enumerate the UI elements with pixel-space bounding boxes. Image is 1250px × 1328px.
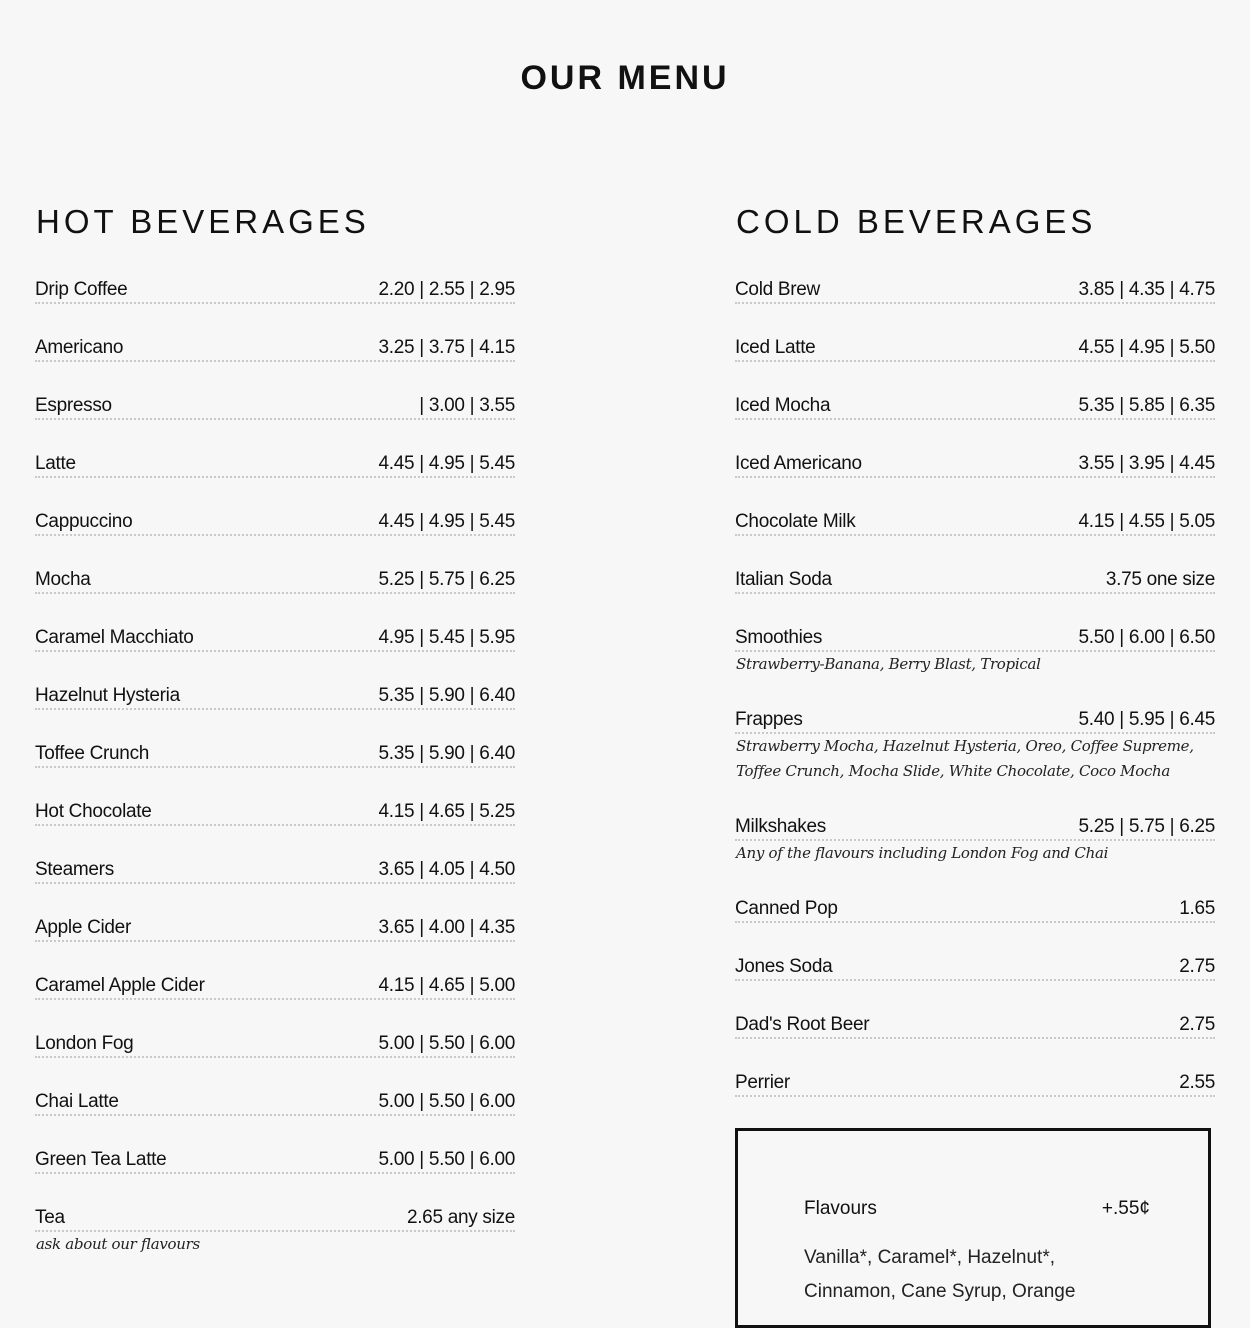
menu-item-price: 5.50 | 6.00 | 6.50 <box>1078 627 1215 648</box>
menu-item-price: 3.85 | 4.35 | 4.75 <box>1078 279 1215 300</box>
menu-item-name: Green Tea Latte <box>35 1149 167 1170</box>
menu-item <box>35 854 515 912</box>
menu-item <box>735 893 1215 951</box>
menu-item-name: Caramel Apple Cider <box>35 975 205 996</box>
flavours-list: Vanilla*, Caramel*, Hazelnut*, Cinnamon, Cane Syrup, Orange <box>804 1247 1076 1302</box>
menu-item <box>35 332 515 390</box>
menu-item-price: 5.35 | 5.85 | 6.35 <box>1078 395 1215 416</box>
menu-item-name: Jones Soda <box>735 956 833 977</box>
menu-item-name: Dad's Root Beer <box>735 1014 870 1035</box>
menu-item-name: Milkshakes <box>735 816 826 837</box>
menu-item-row <box>735 390 1215 420</box>
menu-item <box>735 704 1215 811</box>
menu-item <box>35 1028 515 1086</box>
menu-item-name: Caramel Macchiato <box>35 627 194 648</box>
flavours-label: Flavours <box>804 1198 877 1219</box>
menu-item-name: Perrier <box>735 1072 790 1093</box>
menu-item-row <box>35 332 515 362</box>
menu-item <box>35 912 515 970</box>
flavours-price: +.55¢ <box>1101 1198 1150 1219</box>
menu-item-description: Strawberry-Banana, Berry Blast, Tropical <box>736 655 1041 673</box>
menu-item-name: Smoothies <box>735 627 823 648</box>
menu-item-row <box>735 622 1215 652</box>
menu-item-row <box>735 951 1215 981</box>
menu-item-price: 4.15 | 4.55 | 5.05 <box>1078 511 1215 532</box>
menu-item-name: Chai Latte <box>35 1091 119 1112</box>
menu-item-price: 2.65 any size <box>406 1207 515 1228</box>
menu-item <box>735 390 1215 448</box>
menu-item-price: 3.55 | 3.95 | 4.45 <box>1078 453 1215 474</box>
menu-item <box>735 1009 1215 1067</box>
menu-item-name: Toffee Crunch <box>35 743 150 764</box>
menu-item-row <box>35 1086 515 1116</box>
menu-item-price: 5.00 | 5.50 | 6.00 <box>378 1091 515 1112</box>
menu-item-row <box>735 1067 1215 1097</box>
menu-item <box>35 796 515 854</box>
menu-item-row <box>35 564 515 594</box>
menu-item-price: 3.25 | 3.75 | 4.15 <box>378 337 515 358</box>
menu-item-row <box>735 506 1215 536</box>
menu-item-price: 4.15 | 4.65 | 5.00 <box>378 975 515 996</box>
menu-item-price: 1.65 <box>1179 898 1215 919</box>
menu-item <box>735 951 1215 1009</box>
menu-item-name: Chocolate Milk <box>735 511 856 532</box>
menu-item-price: 5.35 | 5.90 | 6.40 <box>378 743 515 764</box>
menu-item-row <box>35 274 515 304</box>
menu-item-price: 4.45 | 4.95 | 5.45 <box>378 453 515 474</box>
menu-item-price: 2.20 | 2.55 | 2.95 <box>378 279 515 300</box>
menu-item <box>35 1144 515 1202</box>
menu-item-row <box>735 704 1215 734</box>
menu-item-name: Mocha <box>35 569 91 590</box>
menu-item-price: 2.75 <box>1179 956 1215 977</box>
menu-item-row <box>35 390 515 420</box>
menu-item-description: Any of the flavours including London Fog and Chai <box>736 844 1109 862</box>
menu-item-row <box>35 912 515 942</box>
menu-item <box>735 274 1215 332</box>
menu-item <box>35 970 515 1028</box>
menu-item-name: Iced Americano <box>735 453 862 474</box>
menu-item <box>35 564 515 622</box>
menu-item-name: Espresso <box>35 395 112 416</box>
page-title: OUR MENU <box>520 59 730 97</box>
menu-item-name: Iced Latte <box>735 337 816 358</box>
menu-item <box>35 1086 515 1144</box>
menu-item-price: 3.65 | 4.00 | 4.35 <box>378 917 515 938</box>
menu-item-row <box>35 1202 515 1232</box>
menu-item-name: Steamers <box>35 859 114 880</box>
flavours-box <box>735 1128 1211 1328</box>
menu-item-name: Italian Soda <box>735 569 832 590</box>
menu-item-price: 5.25 | 5.75 | 6.25 <box>378 569 515 590</box>
cold-beverages-list <box>735 274 1215 1125</box>
menu-item-price: 5.40 | 5.95 | 6.45 <box>1078 709 1215 730</box>
menu-item-name: Drip Coffee <box>35 279 128 300</box>
menu-item <box>735 448 1215 506</box>
menu-item <box>735 564 1215 622</box>
menu-item <box>35 390 515 448</box>
menu-item-price: 5.00 | 5.50 | 6.00 <box>378 1149 515 1170</box>
menu-item-row <box>35 970 515 1000</box>
flavours-header <box>804 1197 1150 1221</box>
hot-beverages-list <box>35 274 515 1260</box>
menu-item-row <box>735 893 1215 923</box>
menu-item-row <box>35 738 515 768</box>
menu-item-price: 4.55 | 4.95 | 5.50 <box>1078 337 1215 358</box>
menu-item-price: | 3.00 | 3.55 <box>419 395 515 416</box>
menu-item-price: 5.25 | 5.75 | 6.25 <box>1078 816 1215 837</box>
menu-item-price: 2.55 <box>1179 1072 1215 1093</box>
menu-item <box>735 1067 1215 1125</box>
menu-item-description: Strawberry Mocha, Hazelnut Hysteria, Oreo, Coffee Supreme, Toffee Crunch, Mocha Slide, White Chocolate, Coco Mocha <box>736 737 1194 780</box>
menu-item <box>35 622 515 680</box>
menu-item-price: 4.15 | 4.65 | 5.25 <box>378 801 515 822</box>
menu-item-description: ask about our flavours <box>36 1235 200 1253</box>
menu-item-price: 2.75 <box>1179 1014 1215 1035</box>
menu-item-name: Americano <box>35 337 124 358</box>
cold-beverages-section <box>735 200 1215 1125</box>
menu-item-name: Cold Brew <box>735 279 820 300</box>
menu-item-row <box>35 796 515 826</box>
menu-item-row <box>35 1144 515 1174</box>
menu-item <box>735 811 1215 893</box>
menu-item-name: Iced Mocha <box>735 395 831 416</box>
cold-beverages-heading: COLD BEVERAGES <box>736 203 1097 240</box>
menu-item-name: Hot Chocolate <box>35 801 152 822</box>
menu-item-price: 3.75 one size <box>1105 569 1215 590</box>
menu-item-name: Canned Pop <box>735 898 838 919</box>
menu-item-price: 4.45 | 4.95 | 5.45 <box>378 511 515 532</box>
menu-item-price: 5.35 | 5.90 | 6.40 <box>378 685 515 706</box>
menu-item <box>735 506 1215 564</box>
menu-item-name: Frappes <box>735 709 803 730</box>
menu-item-name: Cappuccino <box>35 511 133 532</box>
menu-item-row <box>35 506 515 536</box>
menu-item-price: 5.00 | 5.50 | 6.00 <box>378 1033 515 1054</box>
menu-item <box>35 1202 515 1260</box>
menu-item-row <box>35 854 515 884</box>
menu-item-name: London Fog <box>35 1033 134 1054</box>
menu-item <box>35 506 515 564</box>
menu-item <box>735 332 1215 390</box>
menu-item-row <box>735 448 1215 478</box>
menu-item-row <box>735 1009 1215 1039</box>
menu-item-price: 3.65 | 4.05 | 4.50 <box>378 859 515 880</box>
menu-item-row <box>735 274 1215 304</box>
menu-item-name: Latte <box>35 453 76 474</box>
menu-item-name: Apple Cider <box>35 917 131 938</box>
menu-item-row <box>35 448 515 478</box>
menu-item <box>35 448 515 506</box>
menu-item-price: 4.95 | 5.45 | 5.95 <box>378 627 515 648</box>
menu-item <box>35 738 515 796</box>
menu-item-row <box>35 680 515 710</box>
menu-item <box>35 274 515 332</box>
menu-item-row <box>735 811 1215 841</box>
menu-item-row <box>735 564 1215 594</box>
menu-item-row <box>35 622 515 652</box>
menu-item-name: Hazelnut Hysteria <box>35 685 180 706</box>
menu-item-name: Tea <box>35 1207 65 1228</box>
hot-beverages-section <box>35 200 515 1260</box>
menu-item <box>735 622 1215 704</box>
menu-item-row <box>735 332 1215 362</box>
menu-item <box>35 680 515 738</box>
menu-item-row <box>35 1028 515 1058</box>
hot-beverages-heading: HOT BEVERAGES <box>36 203 370 240</box>
